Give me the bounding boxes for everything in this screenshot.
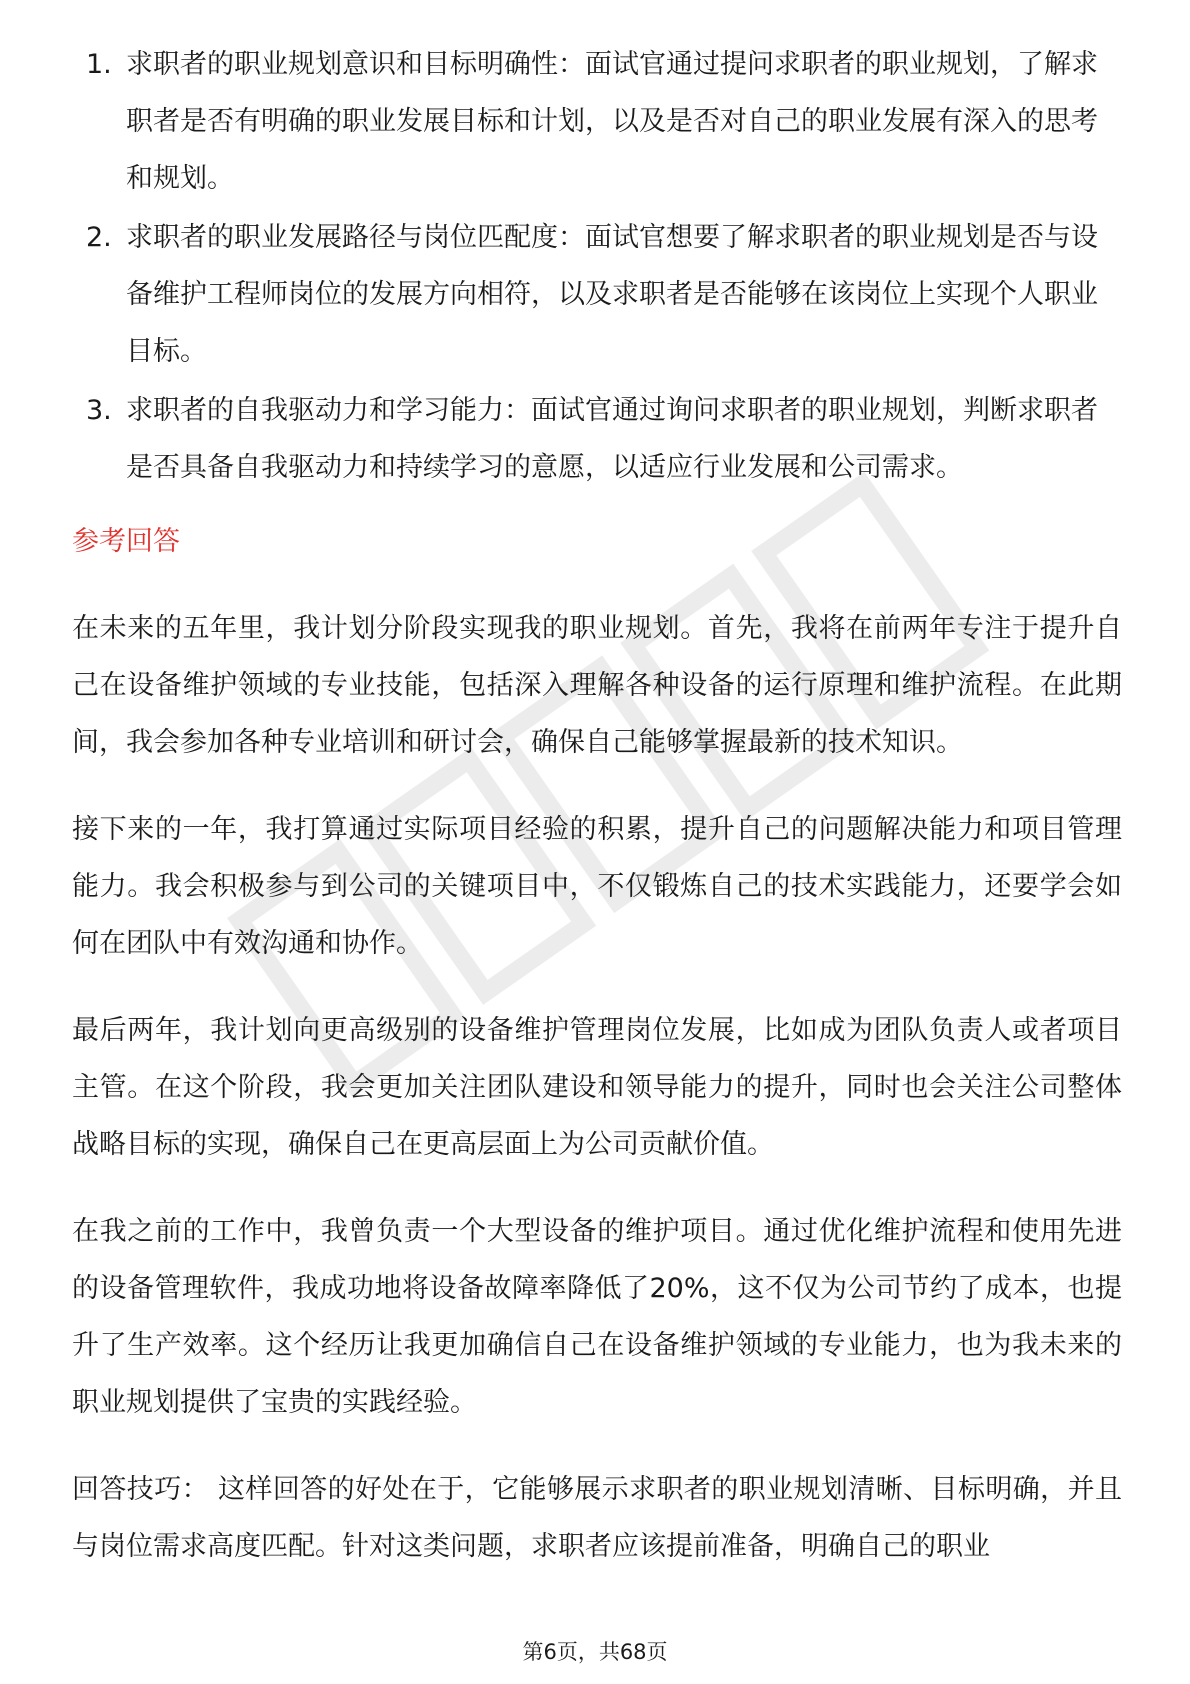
document-content: [72, 36, 1122, 1605]
list-item-number: 2.: [86, 222, 112, 253]
section-title: 参考回答: [72, 526, 180, 557]
answer-paragraph: 在我之前的工作中，我曾负责一个大型设备的维护项目。通过优化维护流程和使用先进的设备管理软件，我成功地将设备故障率降低了20%，这不仅为公司节约了成本，也提升了生产效率。这个经历让我更加确信自己在设备维护领域的专业能力，也为我未来的职业规划提供了宝贵的实践经验。: [72, 1216, 1122, 1418]
question-analysis-list: [72, 36, 1122, 496]
answer-tips-paragraph: 回答技巧： 这样回答的好处在于，它能够展示求职者的职业规划清晰、目标明确，并且与岗位需求高度匹配。针对这类问题，求职者应该提前准备，明确自己的职业: [72, 1474, 1122, 1562]
list-item-text: 求职者的职业规划意识和目标明确性：面试官通过提问求职者的职业规划，了解求职者是否有明确的职业发展目标和计划，以及是否对自己的职业发展有深入的思考和规划。: [126, 49, 1098, 194]
list-item: [72, 209, 1122, 380]
answer-paragraph: 在未来的五年里，我计划分阶段实现我的职业规划。首先，我将在前两年专注于提升自己在设备维护领域的专业技能，包括深入理解各种设备的运行原理和维护流程。在此期间，我会参加各种专业培训和研讨会，确保自己能够掌握最新的技术知识。: [72, 613, 1122, 758]
list-item-number: 3.: [86, 395, 112, 426]
answer-paragraph: 接下来的一年，我打算通过实际项目经验的积累，提升自己的问题解决能力和项目管理能力。我会积极参与到公司的关键项目中，不仅锻炼自己的技术实践能力，还要学会如何在团队中有效沟通和协作。: [72, 814, 1122, 959]
page-number-footer: 第6页，共68页: [522, 1640, 668, 1664]
list-item-text: 求职者的自我驱动力和学习能力：面试官通过询问求职者的职业规划，判断求职者是否具备自我驱动力和持续学习的意愿，以适应行业发展和公司需求。: [126, 395, 1098, 483]
list-item-text: 求职者的职业发展路径与岗位匹配度：面试官想要了解求职者的职业规划是否与设备维护工程师岗位的发展方向相符，以及求职者是否能够在该岗位上实现个人职业目标。: [126, 222, 1098, 367]
answer-paragraph: 最后两年，我计划向更高级别的设备维护管理岗位发展，比如成为团队负责人或者项目主管。在这个阶段，我会更加关注团队建设和领导能力的提升，同时也会关注公司整体战略目标的实现，确保自己在更高层面上为公司贡献价值。: [72, 1015, 1122, 1160]
list-item: [72, 382, 1122, 496]
list-item-number: 1.: [86, 49, 112, 80]
list-item: [72, 36, 1122, 207]
